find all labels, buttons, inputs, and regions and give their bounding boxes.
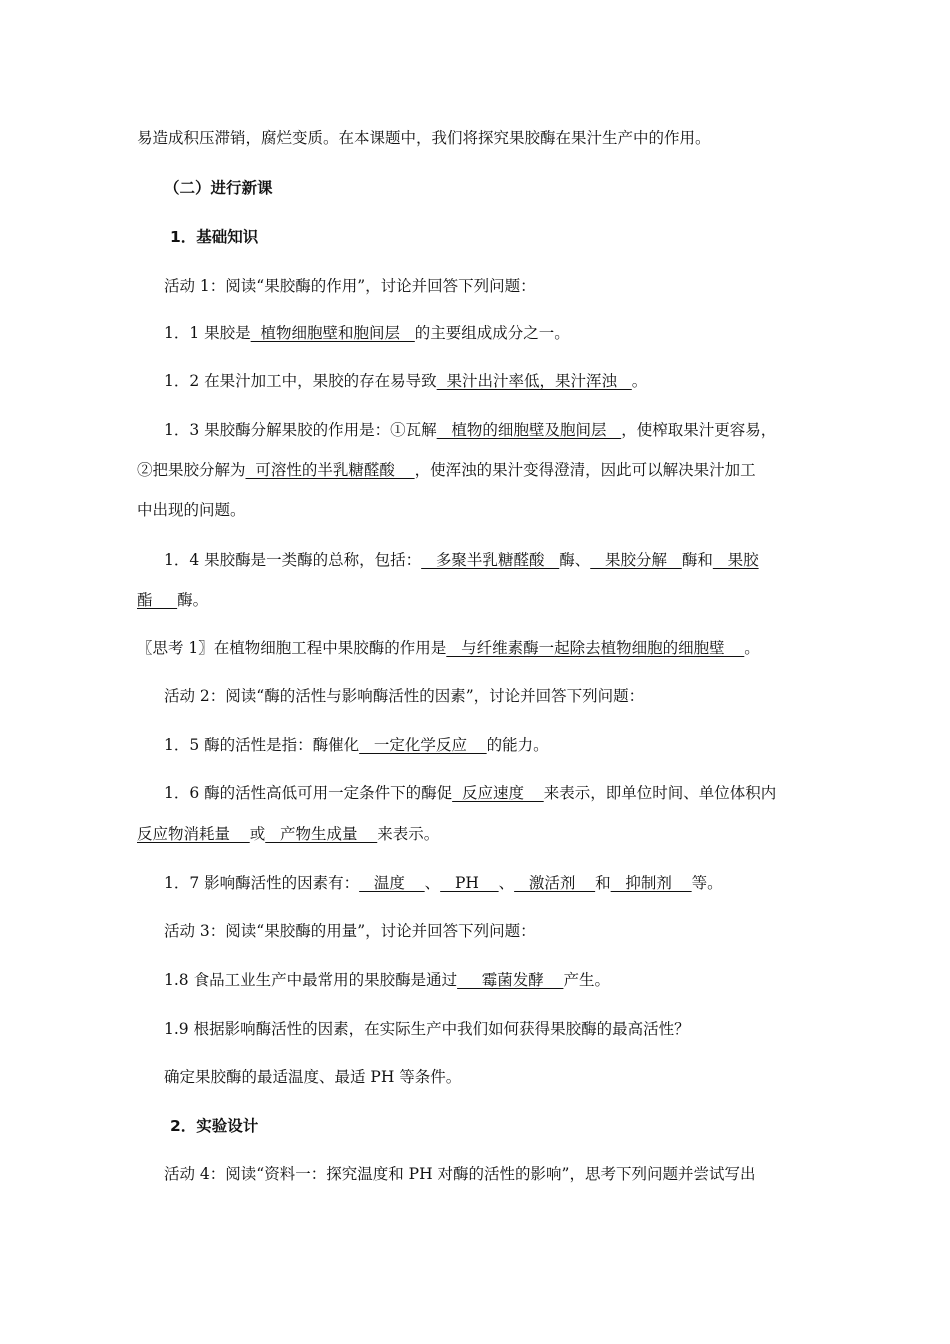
question-text: 的能力。 (486, 736, 549, 754)
activity-2: 活动 2：阅读“酶的活性与影响酶活性的因素”，讨论并回答下列问题： (164, 687, 645, 705)
question-text: 1．3 果胶酶分解果胶的作用是：①瓦解 (164, 421, 437, 439)
question-1-3-line2 (137, 459, 756, 481)
question-text: ，使榨取果汁更容易， (621, 421, 777, 439)
question-text: 1．5 酶的活性是指：酶催化 (164, 736, 360, 754)
question-1-1 (164, 322, 570, 344)
answer-blank: 反应物消耗量 (137, 825, 250, 843)
question-text: ，使浑浊的果汁变得澄清，因此可以解决果汁加工 (414, 461, 756, 479)
answer-blank: 抑制剂 (610, 874, 692, 892)
answer-blank: 果汁出汁率低，果汁浑浊 (436, 372, 632, 390)
answer-blank: 反应速度 (452, 784, 544, 802)
answer-blank: 霉菌发酵 (457, 971, 564, 989)
question-1-9: 1.9 根据影响酶活性的因素，在实际生产中我们如何获得果胶酶的最高活性？ (164, 1020, 690, 1038)
question-text: 酶。 (177, 591, 209, 609)
question-text: 酶和 (681, 551, 713, 569)
activity-3: 活动 3：阅读“果胶酶的用量”，讨论并回答下列问题： (164, 922, 536, 940)
question-1-2 (164, 370, 647, 392)
question-1-6-line2 (137, 823, 439, 845)
intro-paragraph: 易造成积压滞销，腐烂变质。在本课题中，我们将探究果胶酶在果汁生产中的作用。 (137, 129, 711, 147)
section-heading: （二）进行新课 (164, 179, 273, 197)
question-text: 1.8 食品工业生产中最常用的果胶酶是通过 (164, 971, 458, 989)
question-text: 来表示。 (377, 825, 440, 843)
answer-blank: 温度 (359, 874, 425, 892)
question-text: 1．1 果胶是 (164, 324, 251, 342)
question-1-4-line2 (137, 589, 208, 611)
question-text: 、 (424, 874, 441, 892)
question-1-5 (164, 734, 549, 756)
question-1-3-line3: 中出现的问题。 (137, 501, 246, 519)
question-text: 。 (744, 639, 760, 657)
question-1-4-line1 (164, 549, 759, 571)
question-text: 的主要组成成分之一。 (414, 324, 570, 342)
activity-4: 活动 4：阅读“资料一：探究温度和 PH 对酶的活性的影响”，思考下列问题并尝试写出 (164, 1165, 756, 1183)
answer-blank: 果胶 (712, 551, 759, 569)
question-text: 1．7 影响酶活性的因素有： (164, 874, 360, 892)
question-text: 、 (498, 874, 515, 892)
question-1-3-line1 (164, 419, 776, 441)
heading-basic-knowledge: 1．基础知识 (170, 228, 259, 246)
question-text: 1．2 在果汁加工中，果胶的存在易导致 (164, 372, 437, 390)
question-text: 产生。 (563, 971, 610, 989)
question-text: 来表示，即单位时间、单位体积内 (543, 784, 777, 802)
question-text: 1．4 果胶酶是一类酶的总称，包括： (164, 551, 422, 569)
question-text: 酶、 (559, 551, 591, 569)
question-1-7 (164, 872, 723, 894)
answer-blank: 果胶分解 (590, 551, 682, 569)
answer-blank: 可溶性的半乳糖醛酸 (245, 461, 415, 479)
question-text: 和 (595, 874, 611, 892)
question-text: 等。 (691, 874, 723, 892)
heading-experiment-design: 2．实验设计 (170, 1117, 259, 1135)
answer-blank: 植物细胞壁和胞间层 (250, 324, 415, 342)
question-text: 〖思考 1〗在植物细胞工程中果胶酶的作用是 (137, 639, 447, 657)
activity-1: 活动 1：阅读“果胶酶的作用”，讨论并回答下列问题： (164, 277, 536, 295)
answer-blank: 一定化学反应 (359, 736, 487, 754)
question-text: 或 (249, 825, 266, 843)
answer-blank: 多聚半乳糖醛酸 (421, 551, 560, 569)
question-text: 。 (631, 372, 648, 390)
question-1-6-line1 (164, 782, 776, 804)
answer-blank: PH (440, 874, 499, 892)
answer-blank: 植物的细胞壁及胞间层 (436, 421, 622, 439)
question-text: 1．6 酶的活性高低可用一定条件下的酶促 (164, 784, 453, 802)
question-1-8 (164, 969, 610, 991)
question-text: ②把果胶分解为 (137, 461, 246, 479)
question-1-9-answer: 确定果胶酶的最适温度、最适 PH 等条件。 (164, 1068, 462, 1086)
answer-blank: 酯 (137, 591, 178, 609)
answer-blank: 与纤维素酶一起除去植物细胞的细胞壁 (446, 639, 745, 657)
think-1 (137, 637, 760, 659)
answer-blank: 激活剂 (514, 874, 596, 892)
answer-blank: 产物生成量 (265, 825, 378, 843)
